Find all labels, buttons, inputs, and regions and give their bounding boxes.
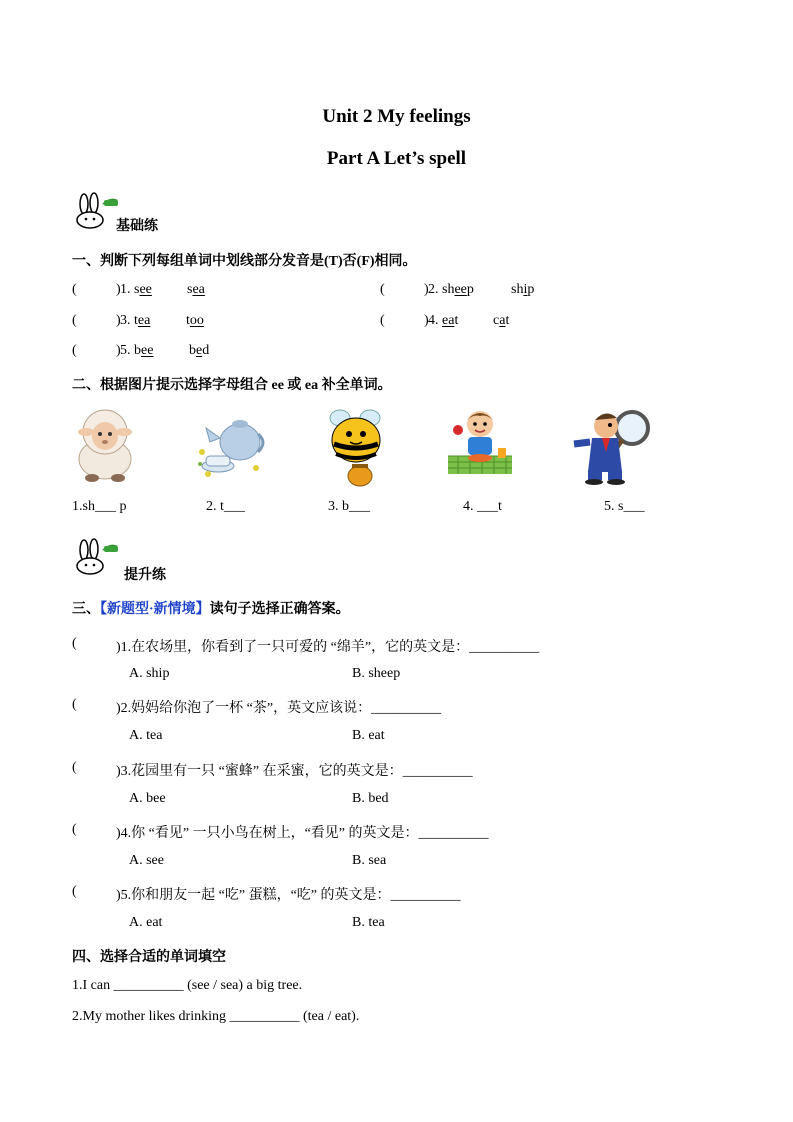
new-question-tag: 【新题型·新情境】 bbox=[100, 602, 210, 617]
rabbit-icon bbox=[72, 538, 122, 576]
level-basic-label: 基础练 bbox=[116, 219, 158, 234]
word: eat bbox=[442, 313, 459, 328]
word: see bbox=[134, 282, 152, 297]
sheep-picture bbox=[70, 404, 140, 484]
page-title: Unit 2 My feelings bbox=[322, 106, 471, 127]
word: ship bbox=[511, 282, 535, 297]
option-b: B. eat bbox=[352, 728, 385, 743]
s2-blank-4: 4. ___t bbox=[463, 499, 502, 514]
s2-blank-1: 1.sh___ p bbox=[72, 499, 127, 514]
option-b: B. bed bbox=[352, 791, 389, 806]
option-a: A. tea bbox=[129, 728, 163, 743]
bee-picture bbox=[322, 404, 390, 488]
option-a: A. see bbox=[129, 853, 164, 868]
word: sea bbox=[187, 282, 205, 297]
level-advanced-label: 提升练 bbox=[124, 568, 166, 583]
section1-heading: 一、判断下列每组单词中划线部分发音是(T)否(F)相同。 bbox=[72, 254, 417, 269]
boy-eating-picture bbox=[444, 406, 516, 478]
word: cat bbox=[493, 313, 510, 328]
section4-heading: 四、选择合适的单词填空 bbox=[72, 950, 226, 965]
page-subtitle: Part A Let’s spell bbox=[326, 148, 467, 169]
s4-line-2: 2.My mother likes drinking __________ (tea / eat). bbox=[72, 1009, 360, 1024]
option-a: A. eat bbox=[129, 915, 163, 930]
s4-line-1: 1.I can __________ (see / sea) a big tree. bbox=[72, 978, 303, 993]
word: too bbox=[186, 313, 204, 328]
option-b: B. sea bbox=[352, 853, 387, 868]
man-magnifier-picture bbox=[570, 404, 660, 486]
option-a: A. ship bbox=[129, 666, 170, 681]
option-a: A. bee bbox=[129, 791, 166, 806]
section2-heading: 二、根据图片提示选择字母组合 ee 或 ea 补全单词。 bbox=[72, 378, 392, 393]
s2-blank-5: 5. s___ bbox=[604, 499, 645, 514]
word: bee bbox=[134, 343, 154, 358]
option-b: B. tea bbox=[352, 915, 385, 930]
word: bed bbox=[189, 343, 210, 358]
s2-blank-3: 3. b___ bbox=[328, 499, 370, 514]
word: sheep bbox=[442, 282, 474, 297]
s2-blank-2: 2. t___ bbox=[206, 499, 245, 514]
word: tea bbox=[134, 313, 151, 328]
option-b: B. sheep bbox=[352, 666, 401, 681]
teapot-picture bbox=[196, 412, 268, 480]
rabbit-icon bbox=[72, 192, 122, 230]
section3-heading: 三、【新题型·新情境】读句子选择正确答案。 bbox=[72, 602, 350, 617]
